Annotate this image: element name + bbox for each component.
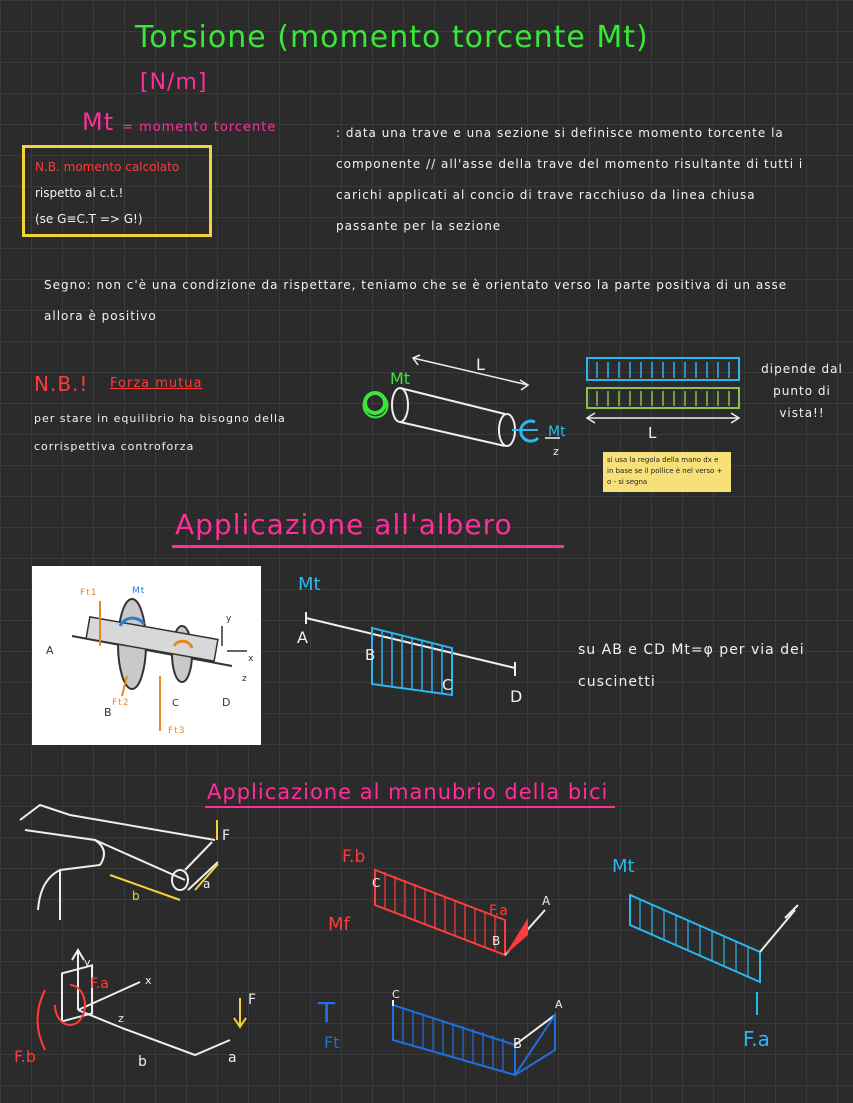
bending-A: A	[542, 894, 551, 908]
handlebar-b: b	[132, 889, 140, 903]
albero-mt: Mt	[298, 574, 321, 595]
segno-text: Segno: non c'è una condizione da rispettare, teniamo che se è orientato verso la parte positiva di un asse allora è positivo	[44, 278, 788, 323]
shaft-illustration	[32, 566, 261, 745]
nb-line-1: N.B. momento calcolato	[35, 160, 180, 174]
mt-manubrio-Fa: F.a	[743, 1027, 770, 1051]
axes-y: y	[84, 956, 91, 969]
definition-text: : data una trave e una sezione si definisce momento torcente la componente // all'asse della trave del momento risultante di tutti i carichi applicati al concio di trave racchiuso da linea chiusa passante per la sezione	[336, 126, 804, 233]
albero-C: C	[442, 676, 453, 694]
bending-C: C	[372, 876, 381, 890]
mt-definition-term: = momento torcente	[122, 120, 277, 135]
handlebar-F: F	[222, 828, 231, 844]
torque-diagram-L: L	[648, 424, 657, 442]
heading-underline	[172, 545, 564, 548]
section-heading-albero: Applicazione all'albero	[175, 508, 513, 541]
forza-mutua-label: Forza mutua	[110, 376, 203, 391]
photo-mt: Mt	[132, 586, 146, 596]
mt-manubrio-label: Mt	[612, 856, 635, 877]
shear-A: A	[555, 998, 563, 1011]
photo-z: z	[242, 674, 248, 684]
photo-D: D	[222, 696, 232, 709]
equilibrium-text: per stare in equilibrio ha bisogno della corrispettiva controforza	[34, 412, 286, 453]
axes-Fb: F.b	[14, 1047, 36, 1066]
photo-x: x	[248, 654, 255, 664]
axes-z: z	[118, 1012, 124, 1025]
diagram-L-top: L	[476, 355, 485, 374]
diagram-z: z	[553, 445, 559, 458]
photo-A: A	[46, 644, 55, 657]
shear-diagram	[393, 1000, 555, 1075]
albero-D: D	[510, 687, 523, 706]
mt-label: Mt	[82, 108, 115, 136]
albero-A: A	[297, 628, 308, 647]
bending-Fa: F.a	[489, 903, 508, 919]
shaft-drawing	[32, 566, 261, 745]
mt-manubrio-diagram	[630, 895, 798, 1015]
axes-b: b	[138, 1054, 147, 1070]
axes-F: F	[248, 992, 257, 1008]
albero-torque-diagram	[306, 612, 515, 695]
photo-B: B	[104, 706, 113, 719]
bending-Mf: Mf	[328, 914, 350, 935]
heading-underline-manubrio	[205, 806, 615, 808]
page-title: Torsione (momento torcente Mt)	[135, 20, 649, 55]
handlebar-sketch	[20, 805, 218, 920]
photo-ft1: Ft1	[80, 588, 98, 598]
photo-ft3: Ft3	[168, 726, 186, 736]
nb-line-2: rispetto al c.t.!	[35, 186, 124, 200]
axes-x: x	[145, 974, 152, 987]
point-of-view-note: dipende dal punto di vista!!	[761, 362, 843, 420]
axes-a: a	[228, 1050, 237, 1066]
photo-y: y	[226, 614, 233, 624]
nb-note: N.B.!	[34, 372, 89, 396]
shear-C: C	[392, 988, 400, 1001]
shear-B: B	[513, 1037, 522, 1052]
handlebar-axes-sketch	[38, 950, 247, 1055]
right-hand-rule-note: si usa la regola della mano dx e in base se il pollice è nel verso + o - si segna	[603, 452, 731, 492]
bearings-note: su AB e CD Mt=φ per via dei cuscinetti	[578, 642, 805, 690]
section-heading-manubrio: Applicazione al manubrio della bici	[207, 780, 609, 804]
axes-Fa: F.a	[90, 976, 109, 992]
photo-ft2: Ft2	[112, 698, 130, 708]
shear-Ft: Ft	[324, 1033, 340, 1052]
torque-diagram	[587, 358, 739, 423]
nb-line-3: (se G≡C.T => G!)	[35, 212, 143, 226]
bending-Fb: F.b	[342, 847, 366, 867]
diagram-mt-right: Mt	[548, 424, 566, 440]
shear-T: T	[318, 996, 336, 1029]
handlebar-a: a	[203, 877, 211, 891]
unit-label: [N/m]	[140, 70, 208, 95]
bending-diagram	[375, 870, 545, 955]
albero-B: B	[365, 646, 376, 664]
bending-B: B	[492, 934, 501, 948]
photo-C: C	[172, 698, 180, 709]
diagram-mt-left: Mt	[390, 369, 411, 388]
